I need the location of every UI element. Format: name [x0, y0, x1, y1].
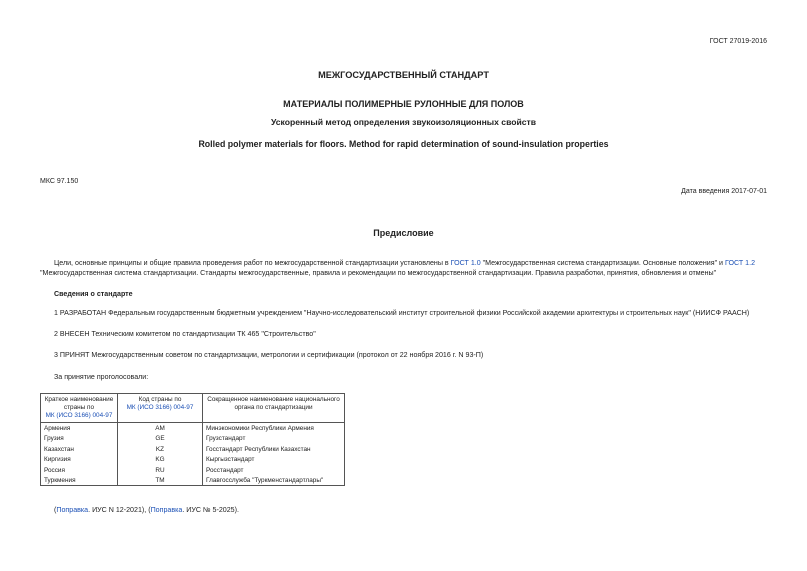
voted-label: За принятие проголосовали:: [54, 373, 149, 381]
code-cell: AM: [118, 423, 203, 434]
amendment-link-2[interactable]: Поправка: [150, 506, 183, 514]
table-row: [41, 433, 345, 443]
code-cell: KG: [118, 454, 203, 464]
table-row: [41, 475, 345, 486]
amendments-note: [54, 506, 239, 514]
document-number: ГОСТ 27019-2016: [709, 38, 767, 45]
body-cell: Минэкономики Республики Армения: [203, 423, 345, 434]
header-national-body: Сокращенное наименование национального органа по стандартизации: [203, 394, 345, 423]
country-cell: Грузия: [41, 433, 118, 443]
paragraph-text: "Межгосударственная система стандартизации. Основные положения" и: [480, 259, 725, 267]
mk-iso-3166-link[interactable]: МК (ИСО 3166) 004-97: [45, 412, 113, 419]
body-cell: Росстандарт: [203, 465, 345, 475]
table-row: [41, 444, 345, 454]
body-cell: Главгосслужба "Туркменстандартлары": [203, 475, 345, 486]
adopted-by-item: 3 ПРИНЯТ Межгосударственным советом по стандартизации, метрологии и сертификации (протокол от 22 ноября 2016 г. N 93-П): [54, 351, 484, 359]
title-english: Rolled polymer materials for floors. Method for rapid determination of sound-insulation properties: [198, 139, 609, 149]
body-cell: Грузстандарт: [203, 433, 345, 443]
country-cell: Россия: [41, 465, 118, 475]
gost-1-0-link[interactable]: ГОСТ 1.0: [450, 259, 481, 267]
header-country-code: [118, 394, 203, 423]
table-row: [41, 454, 345, 464]
country-cell: Туркмения: [41, 475, 118, 486]
amend-text: . ИУС N 12-2021), (: [88, 506, 151, 514]
table-header-row: [41, 394, 345, 423]
header-text: Код страны по: [138, 396, 182, 403]
table-row: [41, 423, 345, 434]
introduction-date: Дата введения 2017-07-01: [681, 188, 767, 195]
code-cell: GE: [118, 433, 203, 443]
table-row: [41, 465, 345, 475]
developed-by-item: 1 РАЗРАБОТАН Федеральным государственным бюджетным учреждением "Научно-исследовательский институт строительной физики Российской академии архитектуры и строительных наук" (НИИСФ РААСН): [54, 309, 750, 317]
code-cell: RU: [118, 465, 203, 475]
title-russian: МАТЕРИАЛЫ ПОЛИМЕРНЫЕ РУЛОННЫЕ ДЛЯ ПОЛОВ: [283, 99, 524, 109]
paragraph-text: "Межгосударственная система стандартизации. Стандарты межгосударственные, правила и рекомендации по межгосударственной стандартизации. Правила разработки, принятия, обновления и отмены": [40, 269, 717, 277]
amend-text: . ИУС № 5-2025).: [182, 506, 239, 514]
country-cell: Армения: [41, 423, 118, 434]
subtitle-russian: Ускоренный метод определения звукоизоляционных свойств: [270, 117, 537, 127]
amendment-link-1[interactable]: Поправка: [56, 506, 89, 514]
standard-kind-heading: МЕЖГОСУДАРСТВЕННЫЙ СТАНДАРТ: [318, 70, 489, 80]
foreword-paragraph: [40, 258, 770, 278]
body-cell: Кыргызстандарт: [203, 454, 345, 464]
standard-info-heading: Сведения о стандарте: [54, 290, 133, 298]
code-cell: TM: [118, 475, 203, 486]
header-text: Краткое наименование страны по: [44, 396, 114, 411]
submitted-by-item: 2 ВНЕСЕН Техническим комитетом по стандартизации ТК 465 "Строительство": [54, 330, 316, 338]
country-cell: Киргизия: [41, 454, 118, 464]
code-cell: KZ: [118, 444, 203, 454]
countries-table: [40, 393, 345, 486]
gost-1-2-link[interactable]: ГОСТ 1.2: [725, 259, 756, 267]
foreword-title: Предисловие: [373, 228, 434, 238]
body-cell: Госстандарт Республики Казахстан: [203, 444, 345, 454]
country-cell: Казахстан: [41, 444, 118, 454]
paragraph-text: Цели, основные принципы и общие правила проведения работ по межгосударственной стандартизации установлены в: [54, 259, 451, 267]
amend-text: (: [54, 506, 57, 514]
header-country-name: [41, 394, 118, 423]
mks-code: МКС 97.150: [40, 178, 79, 185]
mk-iso-3166-link[interactable]: МК (ИСО 3166) 004-97: [126, 404, 194, 411]
